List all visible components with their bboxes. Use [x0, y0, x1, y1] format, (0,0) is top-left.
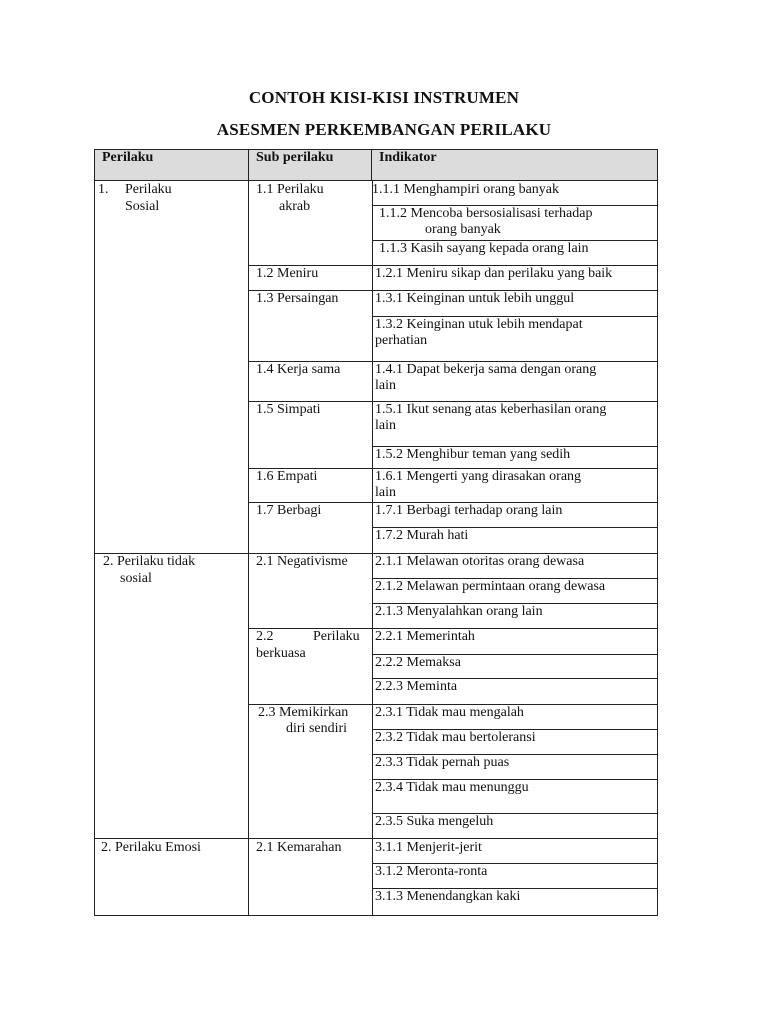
indikator-item: 1.1.2 Mencoba bersosialisasi terhadap — [379, 206, 593, 221]
table-border-bottom — [94, 915, 658, 916]
indikator-item: 1.7.1 Berbagi terhadap orang lain — [375, 503, 563, 518]
table-border-left — [94, 149, 95, 916]
perilaku-number: 1. — [98, 182, 109, 197]
indikator-item: 1.1.1 Menghampiri orang banyak — [372, 182, 560, 197]
indikator-item: 3.1.2 Meronta-ronta — [375, 864, 488, 879]
header-perilaku: Perilaku — [102, 150, 154, 165]
document-subtitle: ASESMEN PERKEMBANGAN PERILAKU — [216, 120, 552, 139]
indikator-item: 3.1.3 Menendangkan kaki — [375, 889, 521, 904]
indikator-item: lain — [375, 418, 396, 433]
perilaku-label: Sosial — [125, 199, 160, 214]
sub-perilaku-label: 1.4 Kerja sama — [256, 362, 341, 377]
indikator-item: 2.1.3 Menyalahkan orang lain — [375, 604, 543, 619]
sub-perilaku-label: 1.2 Meniru — [256, 266, 319, 281]
perilaku-label: 2. Perilaku Emosi — [101, 840, 201, 855]
indikator-item: 1.3.1 Keinginan untuk lebih unggul — [375, 291, 575, 306]
indikator-item: 1.5.1 Ikut senang atas keberhasilan orang — [375, 402, 607, 417]
sub-perilaku-label: 2.1 Kemarahan — [256, 840, 342, 855]
indikator-item: 2.3.1 Tidak mau mengalah — [375, 705, 524, 720]
sub-perilaku-label: 1.3 Persaingan — [256, 291, 339, 306]
indikator-item: 1.1.3 Kasih sayang kepada orang lain — [379, 241, 589, 256]
indikator-item: 1.4.1 Dapat bekerja sama dengan orang — [375, 362, 597, 377]
sub-perilaku-label: berkuasa — [256, 646, 306, 661]
header-sub-perilaku: Sub perilaku — [256, 150, 334, 165]
row-divider — [94, 180, 658, 181]
sub-perilaku-label: 2.3 Memikirkan — [258, 705, 349, 720]
indikator-item: lain — [375, 378, 396, 393]
indikator-item: 2.2.1 Memerintah — [375, 629, 475, 644]
row-divider — [94, 838, 658, 839]
indikator-item: 2.3.4 Tidak mau menunggu — [375, 780, 529, 795]
indikator-item: 1.7.2 Murah hati — [375, 528, 469, 543]
indikator-item: 3.1.1 Menjerit-jerit — [375, 840, 482, 855]
sub-perilaku-label: 1.7 Berbagi — [256, 503, 322, 518]
sub-perilaku-label: diri sendiri — [286, 721, 348, 736]
table-border-top — [94, 149, 658, 150]
indikator-item: 1.6.1 Mengerti yang dirasakan orang — [375, 469, 582, 484]
table-header-row — [94, 149, 658, 180]
header-indikator: Indikator — [379, 150, 437, 165]
indikator-item: 1.2.1 Meniru sikap dan perilaku yang baik — [375, 266, 613, 281]
sub-perilaku-label: Perilaku — [313, 629, 360, 644]
indikator-item: 2.3.3 Tidak pernah puas — [375, 755, 510, 770]
indikator-item: 2.1.1 Melawan otoritas orang dewasa — [375, 554, 585, 569]
column-divider — [372, 181, 373, 916]
column-divider — [371, 149, 372, 180]
indikator-item: 2.2.2 Memaksa — [375, 655, 461, 670]
indikator-item: 1.3.2 Keinginan utuk lebih mendapat — [375, 317, 583, 332]
sub-perilaku-label: 1.6 Empati — [256, 469, 318, 484]
indikator-item: 1.5.2 Menghibur teman yang sedih — [375, 447, 571, 462]
indikator-item: 2.3.5 Suka mengeluh — [375, 814, 494, 829]
perilaku-label: sosial — [120, 571, 152, 586]
indikator-item: 2.2.3 Meminta — [375, 679, 458, 694]
sub-perilaku-label: 2.2 — [256, 629, 274, 644]
sub-perilaku-label: 1.5 Simpati — [256, 402, 321, 417]
indikator-item: perhatian — [375, 333, 428, 348]
indikator-item: 2.3.2 Tidak mau bertoleransi — [375, 730, 536, 745]
document-title: CONTOH KISI-KISI INSTRUMEN — [248, 88, 520, 107]
indikator-item: lain — [375, 485, 396, 500]
indikator-item: 2.1.2 Melawan permintaan orang dewasa — [375, 579, 606, 594]
sub-perilaku-label: akrab — [279, 199, 311, 214]
perilaku-label: Perilaku — [125, 182, 172, 197]
sub-perilaku-label: 1.1 Perilaku — [256, 182, 324, 197]
sub-perilaku-label: 2.1 Negativisme — [256, 554, 348, 569]
perilaku-label: 2. Perilaku tidak — [103, 554, 196, 569]
indikator-item: orang banyak — [425, 222, 501, 237]
